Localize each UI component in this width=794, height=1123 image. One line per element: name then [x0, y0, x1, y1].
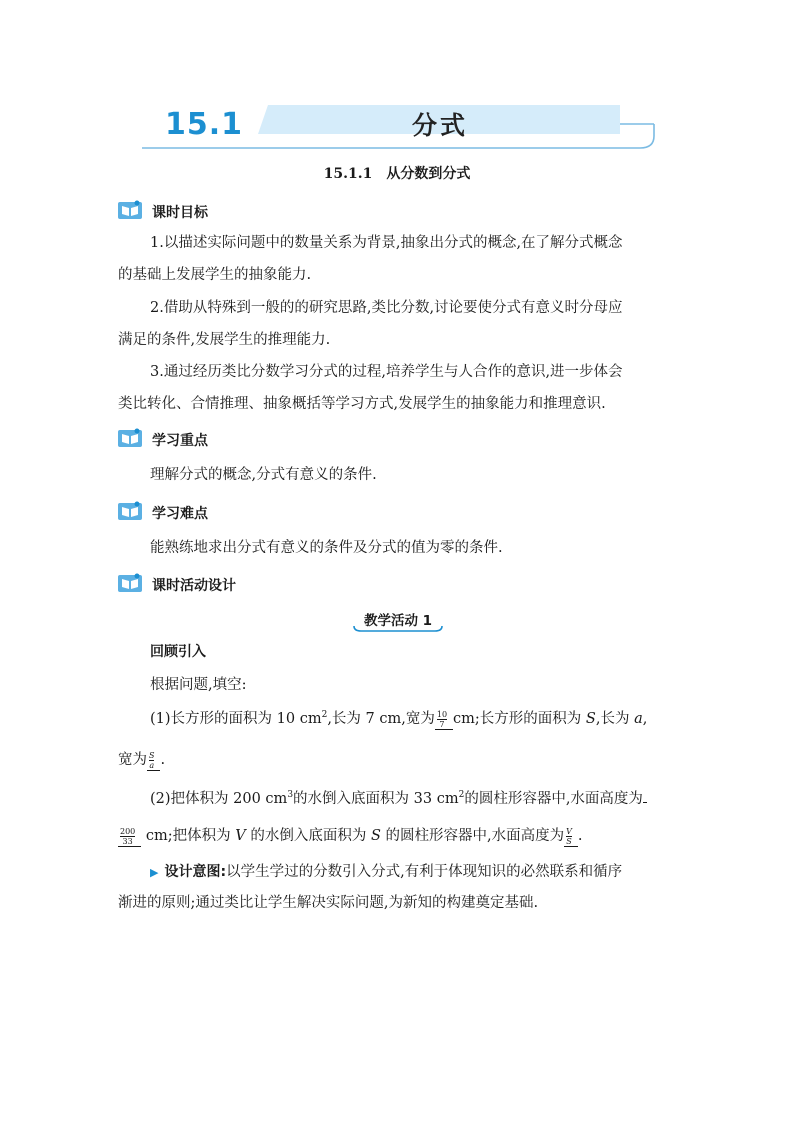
q1-answer-2: [147, 750, 160, 771]
difficulties-text: 能熟练地求出分式有意义的条件及分式的值为零的条件.: [150, 540, 503, 556]
activity-label-text: 教学活动 1: [363, 613, 433, 629]
q1-text-6: 宽为: [118, 752, 147, 768]
chapter-banner: [140, 102, 656, 154]
section-title-goals: 课时目标: [152, 205, 208, 221]
book-icon: [118, 501, 142, 521]
q2-fraction-2: $\frac{V}{S}$: [566, 826, 572, 846]
q2-text-5: 的水倒入底面积为: [245, 828, 371, 844]
q2-text-6: 的圆柱形容器中,水面高度为: [380, 828, 565, 844]
chapter-number: 15.1: [165, 107, 244, 142]
q1-sup-1: 2: [321, 710, 328, 721]
q1-text-3: cm;长方形的面积为: [453, 711, 586, 727]
book-icon: [118, 200, 142, 220]
q1-text-2: ,长为 7 cm,宽为: [327, 711, 435, 727]
design-intent-label: 设计意图:: [164, 864, 227, 880]
q1-fraction-1: $\frac{10}{7}$: [436, 709, 448, 729]
q1-var-s: S: [585, 711, 596, 727]
q2-sup-1: 3: [287, 790, 294, 801]
activity-label: [357, 609, 439, 631]
q1-answer-1: [435, 709, 453, 730]
goal-2-line-2: 满足的条件,发展学生的推理能力.: [118, 332, 331, 348]
q2-text-3: 的圆柱形容器中,水面高度为: [464, 791, 643, 807]
design-intent-text-1: 以学生学过的分数引入分式,有利于体现知识的必然联系和循序: [226, 864, 623, 880]
lesson-subtitle: 15.1.1 从分数到分式: [323, 166, 471, 182]
book-icon: [118, 428, 142, 448]
question-1-line-1: [150, 709, 647, 730]
q2-answer-2: [564, 826, 578, 847]
q2-text-7: .: [577, 828, 583, 844]
goal-2-line-1: 2.借助从特殊到一般的的研究思路,类比分数,讨论要使分式有意义时分母应: [150, 300, 623, 316]
design-intent-line-2: 渐进的原则;通过类比让学生解决实际问题,为新知的构建奠定基础.: [118, 895, 539, 911]
q2-text-1: (2)把体积为 200 cm: [150, 791, 288, 807]
triangle-icon: ▶: [150, 866, 159, 879]
question-1-line-2: [118, 750, 165, 771]
activity-intro: 根据问题,填空:: [150, 677, 247, 693]
q2-var-s: S: [370, 828, 381, 844]
q1-var-a: a: [634, 711, 643, 727]
q2-var-v: V: [235, 828, 246, 844]
design-intent-line-1: [150, 862, 622, 883]
q2-fraction-1: $\frac{200}{33}$: [120, 826, 136, 846]
q1-text-1: (1)长方形的面积为 10 cm: [150, 711, 322, 727]
question-2-line-1: [150, 789, 647, 809]
section-title-activity-design: 课时活动设计: [152, 578, 236, 594]
book-icon: [118, 573, 142, 593]
q1-text-7: .: [160, 752, 166, 768]
q2-answer-1: [118, 826, 141, 847]
activity-underline: [353, 625, 443, 633]
question-2-line-2: [118, 826, 583, 847]
key-points-text: 理解分式的概念,分式有意义的条件.: [150, 467, 377, 483]
q2-blank-start: [643, 802, 647, 803]
chapter-title: 分式: [412, 111, 469, 140]
q1-fraction-2: $\frac{S}{a}$: [149, 750, 155, 770]
section-title-difficulties: 学习难点: [152, 506, 208, 522]
q2-sup-2: 2: [458, 790, 465, 801]
goal-1-line-2: 的基础上发展学生的抽象能力.: [118, 267, 312, 283]
q2-text-4: cm;把体积为: [141, 828, 236, 844]
section-title-key-points: 学习重点: [152, 433, 208, 449]
goal-3-line-2: 类比转化、合情推理、抽象概括等学习方式,发展学生的抽象能力和推理意识.: [118, 396, 606, 412]
goal-3-line-1: 3.通过经历类比分数学习分式的过程,培养学生与人合作的意识,进一步体会: [150, 364, 623, 380]
q2-text-2: 的水倒入底面积为 33 cm: [293, 791, 459, 807]
activity-subheading: 回顾引入: [150, 644, 206, 660]
q1-text-4: ,长为: [595, 711, 635, 727]
goal-1-line-1: 1.以描述实际问题中的数量关系为背景,抽象出分式的概念,在了解分式概念: [150, 235, 623, 251]
q1-text-5: ,: [642, 711, 648, 727]
